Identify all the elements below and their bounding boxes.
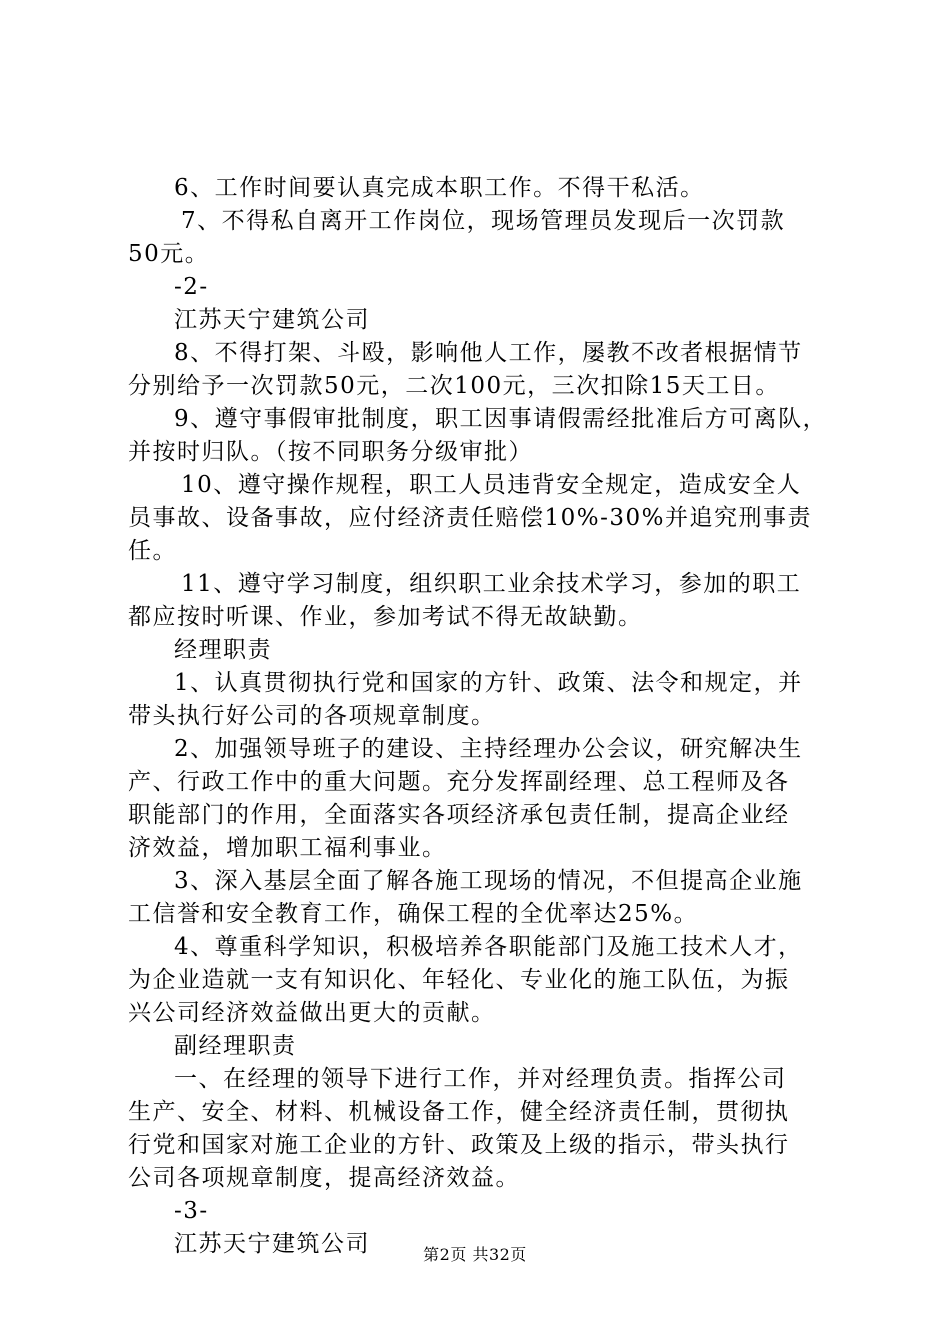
text-line: 2、加强领导班子的建设、主持经理办公会议，研究解决生 [174, 736, 803, 762]
text-line: 1、认真贯彻执行党和国家的方针、政策、法令和规定，并 [174, 670, 803, 696]
text-line: 行党和国家对施工企业的方针、政策及上级的指示，带头执行 [128, 1132, 790, 1158]
text-line: 公司各项规章制度，提高经济效益。 [128, 1165, 520, 1191]
text-line: 6、工作时间要认真完成本职工作。不得干私活。 [174, 175, 705, 201]
text-line: 8、不得打架、斗殴，影响他人工作，屡教不改者根据情节 [174, 340, 803, 366]
text-line: 工信誉和安全教育工作，确保工程的全优率达25%。 [128, 901, 699, 927]
text-line: 副经理职责 [174, 1033, 297, 1059]
text-line: 任。 [128, 538, 177, 564]
text-line: 职能部门的作用，全面落实各项经济承包责任制，提高企业经 [128, 802, 790, 828]
text-line: 分别给予一次罚款50元，二次100元，三次扣除15天工日。 [128, 373, 780, 399]
text-line: 济效益，增加职工福利事业。 [128, 835, 447, 861]
page-footer: 第2页 共32页 [423, 1245, 527, 1264]
text-line: 3、深入基层全面了解各施工现场的情况，不但提高企业施 [174, 868, 803, 894]
text-line: 并按时归队。（按不同职务分级审批） [128, 439, 533, 465]
text-line: 10、遵守操作规程，职工人员违背安全规定，造成安全人 [181, 472, 802, 498]
text-line: 经理职责 [174, 637, 272, 663]
text-line: 一、在经理的领导下进行工作，并对经理负责。指挥公司 [174, 1066, 787, 1092]
text-line: -3- [174, 1198, 209, 1224]
text-line: 50元。 [128, 241, 210, 267]
text-line: 生产、安全、材料、机械设备工作，健全经济责任制，贯彻执 [128, 1099, 790, 1125]
text-line: 11、遵守学习制度，组织职工业余技术学习，参加的职工 [181, 571, 802, 597]
text-line: 9、遵守事假审批制度，职工因事请假需经批准后方可离队， [174, 406, 828, 432]
text-line: 为企业造就一支有知识化、年轻化、专业化的施工队伍，为振 [128, 967, 790, 993]
text-line: 都应按时听课、作业，参加考试不得无故缺勤。 [128, 604, 643, 630]
text-line: 兴公司经济效益做出更大的贡献。 [128, 1000, 496, 1026]
text-line: 带头执行好公司的各项规章制度。 [128, 703, 496, 729]
text-line: 江苏天宁建筑公司 [174, 307, 370, 333]
text-line: 4、尊重科学知识，积极培养各职能部门及施工技术人才， [174, 934, 803, 960]
text-line: 7、不得私自离开工作岗位，现场管理员发现后一次罚款 [181, 208, 786, 234]
text-line: 江苏天宁建筑公司 [174, 1231, 370, 1257]
text-line: 员事故、设备事故，应付经济责任赔偿10%-30%并追究刑事责 [128, 505, 813, 531]
document-body [128, 172, 838, 1261]
text-line: -2- [174, 274, 209, 300]
text-line: 产、行政工作中的重大问题。充分发挥副经理、总工程师及各 [128, 769, 790, 795]
